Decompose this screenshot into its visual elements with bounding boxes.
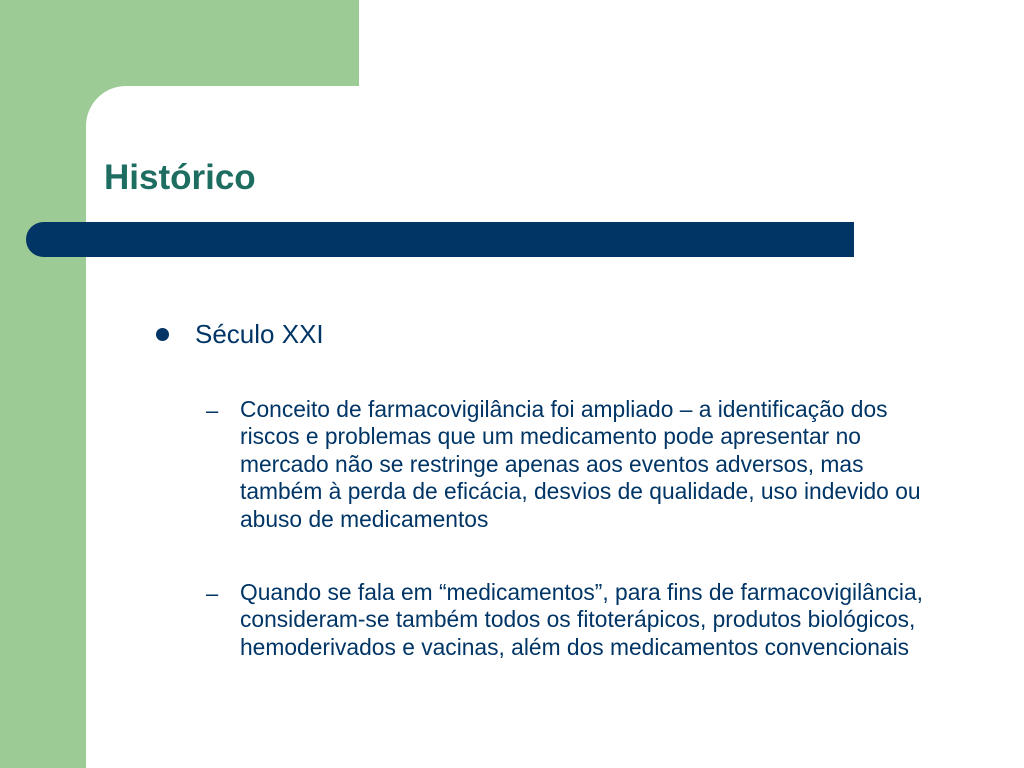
dash-icon: – [206,398,219,423]
sub-bullet-item [206,396,926,533]
bullet-text: Século XXI [195,318,324,349]
sub-bullet-text: Quando se fala em “medicamentos”, para fins de farmacovigilância, consideram-se também todos os fitoterápicos, produtos biológicos, hemoderivados e vacinas, além dos medicamentos convencionais [240,579,923,660]
sub-bullet-text: Conceito de farmacovigilância foi ampliado – a identificação dos riscos e problemas que um medicamento pode apresentar no mercado não se restringe apenas aos eventos adversos, mas também à perda de eficácia, desvios de qualidade, uso indevido ou abuso de medicamentos [240,396,921,532]
sub-bullet-item [206,579,926,661]
dash-icon: – [206,581,219,606]
bullet-dot-icon [156,328,169,341]
title-underline-bar [26,222,854,257]
bullet-item [156,314,324,354]
slide-title: Histórico [104,158,256,197]
